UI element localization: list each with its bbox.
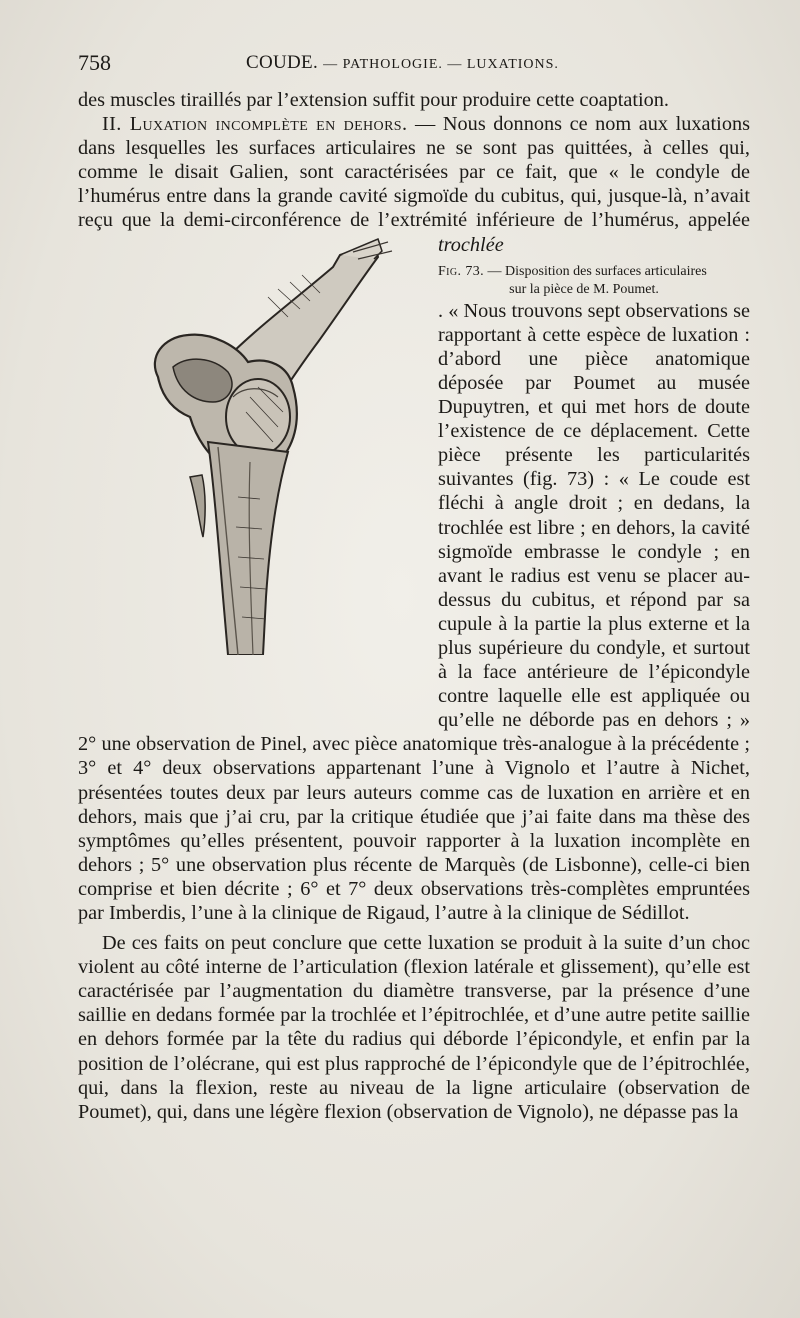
section-heading: II. Luxation incomplète en dehors. (102, 113, 408, 136)
page-number: 758 (78, 50, 111, 75)
paragraph-text-end: . « Nous trouvons sept observations se rapportant à cette espèce de luxation : d’abord une pièce anatomique déposée par Poumet au musée Dupuytren, et qui met hors de doute l’existence de ce déplacement. Cette pièce présente les particularités suivantes (fig. 73) : « Le coude est fléchi à angle droit ; en dedans, la trochlée est libre ; en dehors, la cavité sigmoïde embrasse le condyle ; en avant le radius est venu se placer au-dessus du cubitus, et répond par sa cupule à la partie la plus externe et la plus supérieure du condyle, et surtout à la face antérieure de l’épicondyle contre laquelle elle est appliquée ou qu’elle ne déborde pas en dehors ; » 2° une observation de Pinel, avec pièce anatomique très-analogue à la précédente ; 3° et 4° deux observations appartenant l’une à Vignolo et l’autre à Nichet, présentées toutes deux par leurs auteurs comme cas de luxation en arrière et en dehors, mais que j’ai cru, par la critique étudiée que j’ai faite dans ma thèse des symptômes qu’elles présentent, pouvoir rapporter à la luxation incomplète en dehors ; 5° une observation plus récente de Marquès (de Lisbonne), celle-ci bien comprise et bien décrite ; 6° et 7° deux observations très-complètes empruntées par Imberdis, l’une à la clinique de Rigaud, l’autre à la clinique de Sédillot. (78, 299, 750, 924)
running-head (246, 52, 559, 74)
caption-line-2: sur la pièce de M. Poumet. (509, 281, 659, 297)
caption-label: Fig. 73. (438, 263, 485, 279)
italic-term: trochlée (438, 233, 504, 256)
elbow-bone-illustration (78, 237, 428, 655)
running-head-section: — PATHOLOGIE. — LUXATIONS. (323, 57, 559, 72)
paragraph-luxation-incomplete (78, 112, 750, 257)
body-text (78, 88, 750, 1124)
paragraph-text-start: — Nous donnons ce nom aux luxations dans lesquelles les surfaces articulaires ne se sont pas quittées, à celles qui, comme le disait Galien, sont caractérisées par ce fait, que « le condyle de l’humérus entre dans la grande cavité sigmoïde du cubitus, qui, jusque-là, n’avait reçu que la demi-circonférence de l’extrémité inférieure de l’humérus, appelée (78, 113, 750, 232)
paragraph-conclusion: De ces faits on peut conclure que cette luxation se produit à la suite d’un choc violent au côté interne de l’articulation (flexion latérale et glissement), qu’elle est caractérisée par l’augmentation du diamètre transverse, par la présence d’une saillie en dedans formée par la trochlée et l’épitrochlée, et d’une autre petite saillie en dehors formée par la tête du radius qui déborde l’épicondyle, et enfin par la position de l’olécrane, qui est plus rapproché de l’épicondyle que de l’épitrochlée, qui, dans la flexion, reste au niveau de la ligne articulaire (observation de Poumet), qui, dans une légère flexion (observation de Vignolo), ne dépasse pas la (78, 932, 750, 1123)
caption-line-1: — Disposition des surfaces articulaires (484, 263, 707, 279)
figure-73 (78, 237, 428, 713)
running-head-title: COUDE. (246, 52, 318, 73)
page-header (78, 50, 750, 80)
paragraph-continuation: des muscles tiraillés par l’extension suffit pour produire cette coaptation. (78, 89, 669, 111)
